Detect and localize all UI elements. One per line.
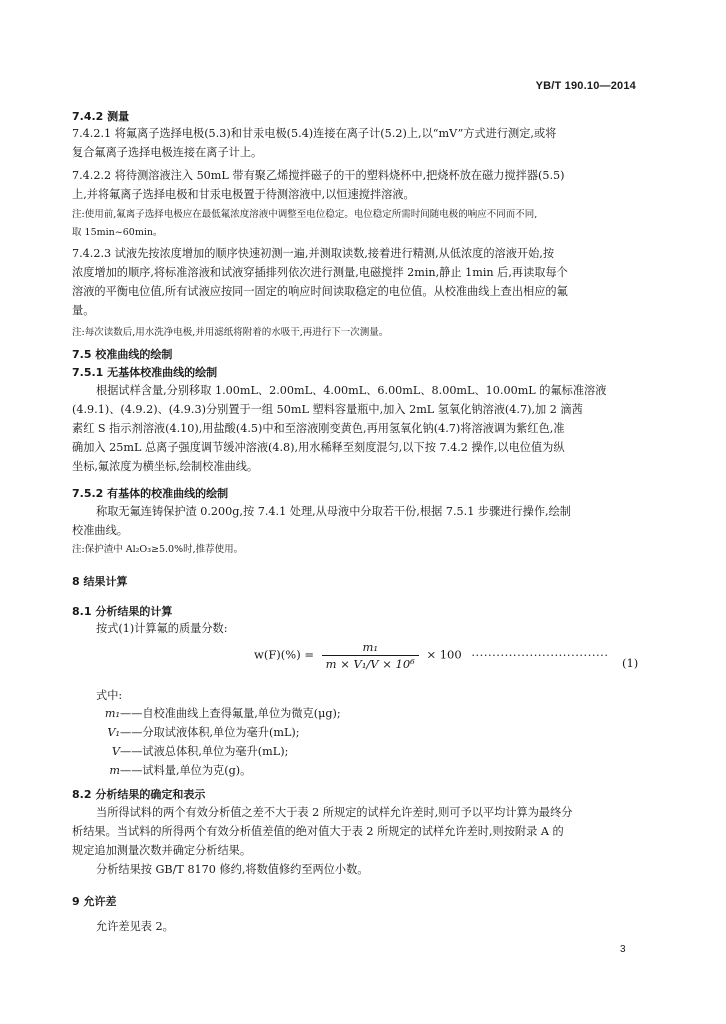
variable-desc: ——自校准曲线上查得氟量,单位为微克(μg); [120, 707, 341, 720]
variable-symbol: V₁ [107, 726, 120, 739]
para-7-5-1 [72, 381, 606, 476]
formula-1 [254, 640, 609, 671]
text-line: 7.4.2.2 将待测溶液注入 50mL 带有聚乙烯搅拌磁子的干的塑料烧杯中,把烧杯放在磁力搅拌器(5.5) [72, 169, 565, 182]
text-line: 规定追加测量次数并确定分析结果。 [72, 844, 252, 857]
variable-row [104, 761, 341, 780]
page-number: 3 [620, 944, 626, 955]
text-line: 浓度增加的顺序,将标准溶液和试液穿插排列依次进行测量,电磁搅拌 2min,静止 1min 后,再读取每个 [72, 266, 568, 279]
formula-denominator: m × V₁/V × 10⁶ [325, 657, 415, 671]
para-9: 允许差见表 2。 [96, 920, 174, 933]
where-label: 式中: [96, 689, 123, 702]
para-7-4-2-1 [72, 124, 556, 162]
text-line: 当所得试料的两个有效分析值之差不大于表 2 所规定的试样允许差时,则可予以平均计算为最终分 [96, 806, 573, 819]
text-line: 复合氟离子选择电极连接在离子计上。 [72, 146, 263, 159]
note-2: 注:每次读数后,用水洗净电极,并用滤纸将附着的水吸干,再进行下一次测量。 [72, 327, 389, 338]
heading-7-4-2: 7.4.2 测量 [72, 110, 130, 123]
variable-symbol: V [111, 745, 120, 758]
text-line: 素红 S 指示剂溶液(4.10),用盐酸(4.5)中和至溶液刚变黄色,再用氢氧化钠(4.7)将溶液调为紫红色,准 [72, 422, 565, 435]
heading-7-5-2: 7.5.2 有基体的校准曲线的绘制 [72, 487, 229, 500]
text-line: (4.9.1)、(4.9.2)、(4.9.3)分别置于一组 50mL 塑料容量瓶中,加入 2mL 氢氧化钠溶液(4.7),加 2 滴茜 [72, 403, 583, 416]
heading-7-5-1: 7.5.1 无基体校准曲线的绘制 [72, 366, 218, 379]
heading-9: 9 允许差 [72, 895, 117, 908]
formula-leader-dots: ································· [471, 647, 609, 662]
note-line: 取 15min~60min。 [72, 227, 163, 238]
text-line: 7.4.2.3 试液先按浓度增加的顺序快速初测一遍,并测取读数,接着进行精测,从低浓度的溶液开始,按 [72, 247, 555, 260]
text-line: 确加入 25mL 总离子强度调节缓冲溶液(4.8),用水稀释至刻度混匀,以下按 7.4.2 操作,以电位值为纵 [72, 441, 565, 454]
standard-id: YB/T 190.10—2014 [535, 80, 636, 92]
heading-8-2: 8.2 分析结果的确定和表示 [72, 788, 206, 801]
para-7-4-2-2 [72, 166, 565, 204]
heading-8: 8 结果计算 [72, 575, 128, 588]
para-8-2 [72, 803, 572, 879]
heading-8-1: 8.1 分析结果的计算 [72, 605, 173, 618]
text-line: 称取无氟连铸保护渣 0.200g,按 7.4.1 处理,从母液中分取若干份,根据 7.5.1 步骤进行操作,绘制 [96, 505, 571, 518]
para-7-4-2-3 [72, 244, 568, 320]
formula-fraction [322, 640, 419, 671]
text-line: 7.4.2.1 将氟离子选择电极(5.3)和甘汞电极(5.4)连接在离子计(5.2)上,以“mV”方式进行测定,或将 [72, 127, 557, 140]
note-3: 注:保护渣中 Al₂O₃≥5.0%时,推荐使用。 [72, 544, 244, 555]
variable-desc: ——分取试液体积,单位为毫升(mL); [120, 726, 300, 739]
variable-symbol: m₁ [104, 707, 120, 720]
text-line: 量。 [72, 304, 95, 317]
para-7-5-2 [72, 502, 571, 540]
text-line: 溶液的平衡电位值,所有试液应按同一固定的响应时间读取稳定的电位值。从校准曲线上查出相应的氟 [72, 285, 568, 298]
formula-numerator: m₁ [322, 640, 419, 656]
text-line: 分析结果按 GB/T 8170 修约,将数值修约至两位小数。 [96, 863, 369, 876]
text-line: 上,并将氟离子选择电极和甘汞电极置于待测溶液中,以恒速搅拌溶液。 [72, 188, 415, 201]
text-line: 析结果。当试料的所得两个有效分析值差值的绝对值大于表 2 所规定的试样允许差时,则按附录 A 的 [72, 825, 564, 838]
text-line: 坐标,氟浓度为横坐标,绘制校准曲线。 [72, 460, 259, 473]
formula-intro: 按式(1)计算氟的质量分数: [96, 622, 228, 635]
formula-rhs: × 100 [426, 647, 462, 662]
variable-list [104, 704, 341, 780]
variable-desc: ——试料量,单位为克(g)。 [120, 764, 252, 777]
heading-7-5: 7.5 校准曲线的绘制 [72, 348, 173, 361]
variable-row [104, 742, 341, 761]
text-line: 校准曲线。 [72, 524, 128, 537]
note-1 [72, 206, 537, 242]
variable-row [104, 704, 341, 723]
formula-number: (1) [622, 656, 639, 670]
note-line: 注:使用前,氟离子选择电极应在最低氟浓度溶液中调整至电位稳定。电位稳定所需时间随电极的响应不同而不同, [72, 209, 538, 220]
variable-desc: ——试液总体积,单位为毫升(mL); [120, 745, 289, 758]
variable-row [104, 723, 341, 742]
text-line: 根据试样含量,分别移取 1.00mL、2.00mL、4.00mL、6.00mL、8.00mL、10.00mL 的氟标准溶液 [96, 384, 607, 397]
formula-lhs: w(F)(%) = [254, 647, 314, 662]
variable-symbol: m [109, 764, 120, 777]
